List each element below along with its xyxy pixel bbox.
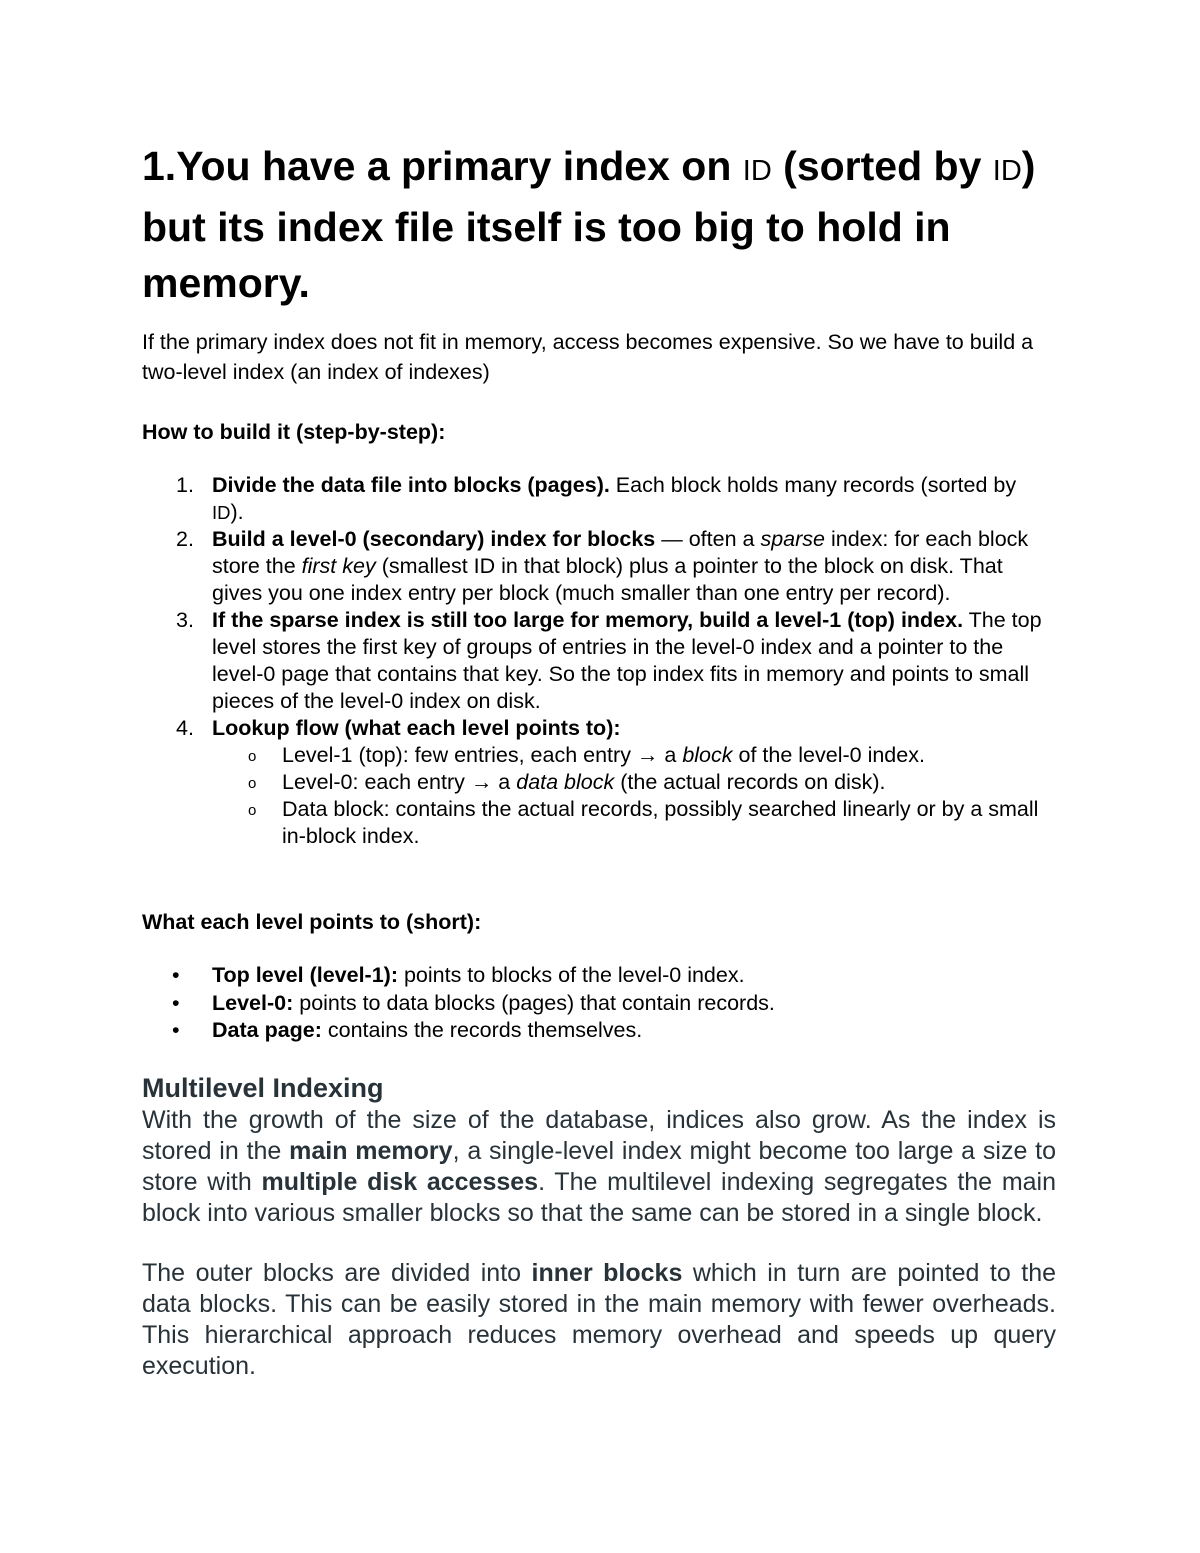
step-italic-sparse: sparse (760, 527, 825, 551)
step-number: 1. (176, 473, 194, 497)
para-text-3: . The multilevel indexing segregates the main block into various smaller blocks so that the same can be stored in a single block. (142, 1168, 1057, 1227)
circle-bullet-icon: o (248, 775, 257, 792)
short-item-text: points to data blocks (pages) that contain records. (293, 990, 775, 1015)
multilevel-paragraph-1 (142, 1105, 1056, 1229)
question-title (142, 138, 1062, 311)
steps-list (142, 472, 1062, 850)
sub-text-end: (the actual records on disk). (614, 770, 886, 794)
sub-text: Data block: contains the actual records, possibly searched linearly or by a small in-block index. (282, 797, 1039, 848)
title-part-2: (sorted by (771, 143, 993, 189)
sub-italic: block (682, 743, 733, 767)
para-text-2: , a single-level index might become too large a size to store with (142, 1137, 1057, 1196)
short-item-data-page (142, 1017, 1062, 1045)
step-text-end: ). (230, 500, 244, 524)
step-item-1 (142, 472, 1052, 526)
title-part-1: 1.You have a primary index on (142, 143, 743, 189)
para-text: With the growth of the size of the database, indices also grow. As the index is stored in the (142, 1106, 1056, 1165)
step-bold-text: Divide the data file into blocks (pages). (212, 473, 610, 497)
sublist-item-level-0 (212, 769, 1052, 796)
short-item-text: points to blocks of the level-0 index. (397, 963, 745, 987)
step-item-3 (142, 607, 1052, 715)
bullet-icon: • (172, 990, 180, 1015)
para-bold-main-memory: main memory (289, 1137, 453, 1165)
para-bold-disk-accesses: multiple disk accesses (261, 1168, 539, 1196)
step-text: — often a (655, 527, 761, 551)
multilevel-paragraph-2 (142, 1258, 1056, 1382)
short-heading: What each level points to (short): (142, 910, 482, 934)
step-number: 3. (176, 608, 194, 632)
lookup-flow-sublist (212, 742, 1052, 850)
step-item-4 (142, 715, 1052, 850)
sublist-item-data-block (212, 796, 1052, 850)
short-item-bold: Top level (level-1): (212, 963, 398, 987)
para-text: The outer blocks are divided into (142, 1259, 532, 1287)
intro-paragraph: If the primary index does not fit in memory, access becomes expensive. So we have to build a two-level index (an index of indexes) (142, 330, 1034, 384)
step-bold-text: Build a level-0 (secondary) index for blocks (212, 527, 656, 551)
short-item-level-0 (142, 990, 1062, 1018)
para-bold-inner-blocks: inner blocks (531, 1259, 683, 1287)
step-number: 2. (176, 527, 194, 551)
step-text: Each block holds many records (sorted by (609, 473, 1017, 497)
title-code-id-2: ID (992, 155, 1022, 187)
sub-text: Level-1 (top): few entries, each entry → a (282, 743, 683, 767)
title-code-id-1: ID (742, 155, 772, 187)
short-item-bold: Data page: (212, 1018, 322, 1042)
short-list (142, 962, 1062, 1045)
step-text-3: (smallest ID in that block) plus a pointer to the block on disk. That gives you one index entry per block (much smaller than one entry per record). (212, 554, 1003, 605)
sub-italic: data block (516, 770, 615, 794)
build-heading: How to build it (step-by-step): (142, 420, 446, 444)
step-italic-first-key: first key (301, 554, 376, 578)
sub-text-end: of the level-0 index. (732, 743, 925, 767)
sublist-item-level-1 (212, 742, 1052, 769)
step-bold-text: If the sparse index is still too large for memory, build a level-1 (top) index. (212, 608, 964, 632)
step-text: The top level stores the first key of groups of entries in the level-0 index and a pointer to the level-0 page that contains that key. So the top index fits in memory and points to small pieces of the level-0 index on disk. (212, 608, 1042, 713)
bullet-icon: • (172, 963, 180, 987)
para-text-2: which in turn are pointed to the data blocks. This can be easily stored in the main memory with fewer overheads. This hierarchical approach reduces memory overhead and speeds up query execution. (142, 1259, 1057, 1380)
step-item-2 (142, 526, 1052, 607)
step-code-id: ID (212, 502, 231, 523)
short-item-bold: Level-0: (212, 990, 294, 1015)
sub-text: Level-0: each entry → a (282, 770, 517, 794)
short-item-top-level (142, 962, 1062, 990)
circle-bullet-icon: o (248, 748, 257, 765)
multilevel-heading: Multilevel Indexing (142, 1073, 384, 1103)
step-bold-text: Lookup flow (what each level points to): (212, 716, 621, 740)
step-number: 4. (176, 716, 194, 740)
short-item-text: contains the records themselves. (321, 1018, 643, 1042)
circle-bullet-icon: o (248, 802, 257, 819)
bullet-icon: • (172, 1018, 180, 1042)
step-text-2: index: for each block store the (212, 527, 1029, 578)
title-part-3: ) but its index file itself is too big to hold in memory. (142, 143, 1036, 306)
